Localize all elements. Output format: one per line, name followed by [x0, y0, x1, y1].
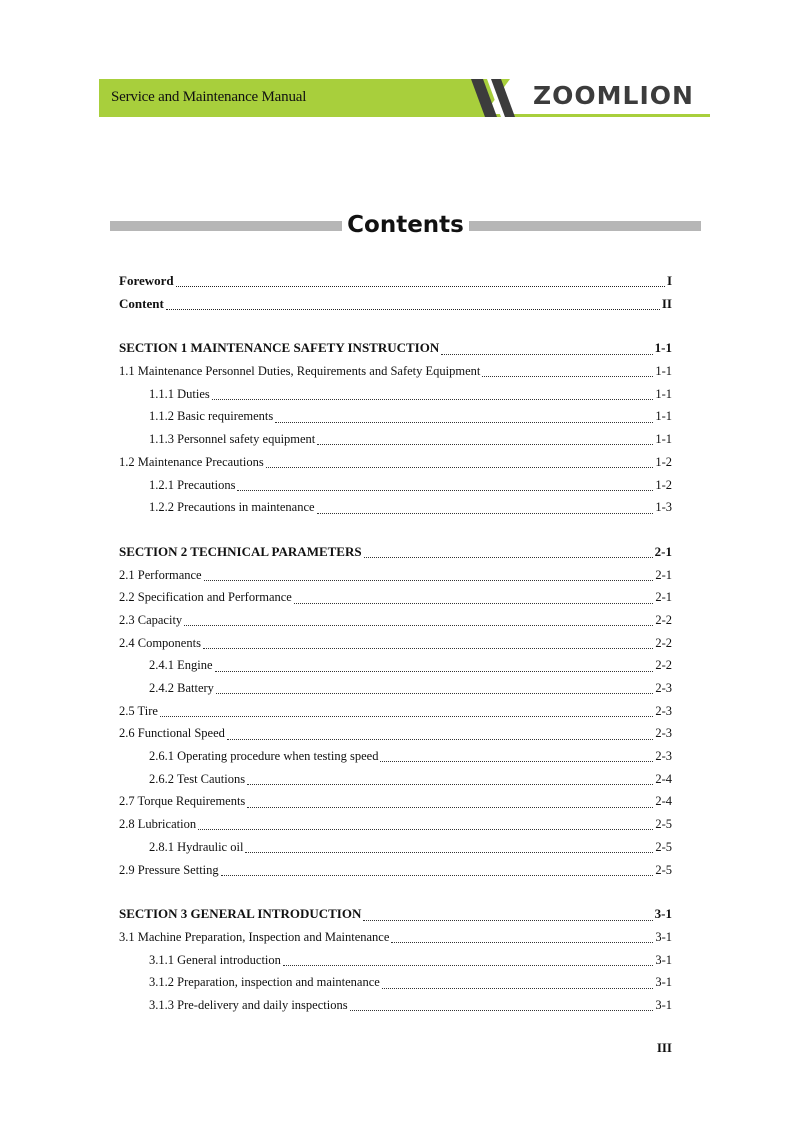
- dot-leader: [364, 556, 653, 558]
- dot-leader: [204, 579, 654, 581]
- toc-chapter-entry[interactable]: [119, 790, 672, 813]
- dot-leader: [176, 285, 665, 287]
- toc-entry-page: 2-4: [655, 794, 672, 809]
- toc-chapter-entry[interactable]: [119, 632, 672, 655]
- dot-leader: [391, 941, 653, 943]
- toc-chapter-entry[interactable]: [119, 926, 672, 949]
- dot-leader: [350, 1009, 654, 1011]
- toc-entry-page: 2-3: [655, 703, 672, 718]
- toc-subsection-entry[interactable]: [119, 994, 672, 1017]
- dot-leader: [266, 466, 654, 468]
- toc-chapter-entry[interactable]: [119, 564, 672, 587]
- toc-entry-label: 2.9 Pressure Setting: [119, 862, 219, 877]
- toc-entry-page: 2-4: [655, 771, 672, 786]
- toc-entry-label: 3.1 Machine Preparation, Inspection and Maintenance: [119, 929, 390, 944]
- toc-entry-label: 2.5 Tire: [119, 703, 158, 718]
- toc-subsection-entry[interactable]: [119, 474, 672, 497]
- table-of-contents: [119, 270, 672, 1017]
- toc-subsection-entry[interactable]: [119, 383, 672, 406]
- toc-entry-label: 2.6.2 Test Cautions: [149, 771, 246, 786]
- toc-entry-page: 2-3: [655, 726, 672, 741]
- toc-entry-label: 3.1.1 General introduction: [149, 952, 281, 967]
- dot-leader: [184, 624, 653, 626]
- toc-entry-page: 1-3: [655, 500, 672, 515]
- toc-entry-label: 1.1.2 Basic requirements: [149, 409, 274, 424]
- toc-chapter-entry[interactable]: [119, 722, 672, 745]
- dot-leader: [380, 760, 653, 762]
- toc-entry-page: 1-1: [655, 409, 672, 424]
- toc-front-matter-entry[interactable]: [119, 293, 672, 316]
- toc-entry-page: 2-5: [655, 839, 672, 854]
- dot-leader: [215, 670, 654, 672]
- toc-entry-label: 1.2 Maintenance Precautions: [119, 454, 264, 469]
- toc-entry-page: 2-2: [655, 635, 672, 650]
- toc-entry-label: 1.2.1 Precautions: [149, 477, 236, 492]
- dot-leader: [166, 308, 660, 310]
- toc-entry-page: II: [661, 295, 672, 311]
- toc-subsection-entry[interactable]: [119, 677, 672, 700]
- toc-subsection-entry[interactable]: [119, 949, 672, 972]
- toc-entry-label: 1.1 Maintenance Personnel Duties, Requirements and Safety Equipment: [119, 364, 481, 379]
- toc-entry-page: 1-1: [655, 386, 672, 401]
- toc-entry-page: 2-1: [654, 543, 672, 559]
- dot-leader: [198, 828, 653, 830]
- toc-entry-label: 3.1.3 Pre-delivery and daily inspections: [149, 997, 348, 1012]
- dot-leader: [203, 647, 653, 649]
- toc-entry-page: 2-1: [655, 590, 672, 605]
- toc-section-heading[interactable]: [119, 903, 672, 926]
- toc-entry-page: 2-1: [655, 567, 672, 582]
- dot-leader: [160, 715, 653, 717]
- dot-leader: [482, 375, 653, 377]
- toc-entry-label: 2.8.1 Hydraulic oil: [149, 839, 244, 854]
- page-header: [99, 79, 710, 119]
- toc-entry-label: 3.1.2 Preparation, inspection and maintenance: [149, 975, 380, 990]
- dot-leader: [441, 353, 652, 355]
- dot-leader: [245, 851, 653, 853]
- toc-entry-page: 1-1: [655, 432, 672, 447]
- dot-leader: [237, 489, 653, 491]
- toc-section-group: [119, 541, 672, 881]
- toc-entry-label: SECTION 2 TECHNICAL PARAMETERS: [119, 543, 362, 559]
- footer-page-number: III: [656, 1040, 672, 1055]
- toc-entry-label: 2.8 Lubrication: [119, 817, 197, 832]
- toc-section-group: [119, 903, 672, 1016]
- toc-entry-label: 2.4 Components: [119, 635, 201, 650]
- toc-entry-page: I: [666, 273, 672, 288]
- toc-chapter-entry[interactable]: [119, 609, 672, 632]
- toc-chapter-entry[interactable]: [119, 859, 672, 882]
- toc-entry-page: 2-3: [655, 749, 672, 764]
- toc-subsection-entry[interactable]: [119, 654, 672, 677]
- toc-entry-label: 2.7 Torque Requirements: [119, 794, 246, 809]
- toc-entry-page: 2-5: [655, 817, 672, 832]
- brand-logo-text: ZOOMLION: [533, 81, 694, 110]
- toc-entry-page: 2-2: [655, 658, 672, 673]
- toc-chapter-entry[interactable]: [119, 451, 672, 474]
- dot-leader: [227, 738, 653, 740]
- toc-chapter-entry[interactable]: [119, 586, 672, 609]
- toc-entry-page: 2-5: [655, 862, 672, 877]
- dot-leader: [317, 512, 654, 514]
- toc-chapter-entry[interactable]: [119, 360, 672, 383]
- dot-leader: [247, 806, 653, 808]
- toc-chapter-entry[interactable]: [119, 813, 672, 836]
- toc-section-heading[interactable]: [119, 541, 672, 564]
- toc-entry-page: 3-1: [655, 952, 672, 967]
- toc-entry-page: 1-2: [655, 454, 672, 469]
- toc-entry-page: 1-1: [655, 364, 672, 379]
- toc-entry-label: 2.3 Capacity: [119, 612, 183, 627]
- toc-entry-label: 2.6 Functional Speed: [119, 726, 225, 741]
- dot-leader: [221, 874, 654, 876]
- toc-entry-page: 3-1: [655, 975, 672, 990]
- toc-subsection-entry[interactable]: [119, 428, 672, 451]
- toc-entry-label: 1.1.1 Duties: [149, 386, 210, 401]
- toc-entry-label: SECTION 3 GENERAL INTRODUCTION: [119, 906, 362, 922]
- toc-entry-label: 1.2.2 Precautions in maintenance: [149, 500, 315, 515]
- toc-chapter-entry[interactable]: [119, 700, 672, 723]
- toc-entry-label: Foreword: [119, 273, 174, 288]
- toc-entry-label: 2.4.1 Engine: [149, 658, 213, 673]
- toc-entry-label: 2.6.1 Operating procedure when testing speed: [149, 749, 379, 764]
- dot-leader: [382, 987, 653, 989]
- toc-entry-page: 3-1: [655, 929, 672, 944]
- manual-title: Service and Maintenance Manual: [111, 89, 307, 105]
- toc-entry-label: 2.2 Specification and Performance: [119, 590, 292, 605]
- toc-entry-page: 2-2: [655, 612, 672, 627]
- dot-leader: [317, 443, 653, 445]
- dot-leader: [212, 398, 654, 400]
- toc-section-heading[interactable]: [119, 337, 672, 360]
- dot-leader: [247, 783, 653, 785]
- toc-subsection-entry[interactable]: [119, 836, 672, 859]
- contents-heading: [110, 212, 701, 242]
- dot-leader: [294, 602, 653, 604]
- toc-entry-label: Content: [119, 295, 164, 311]
- front-matter-group: [119, 270, 672, 315]
- toc-entry-page: 2-3: [655, 681, 672, 695]
- dot-leader: [283, 964, 653, 966]
- header-underline: [99, 114, 710, 117]
- toc-entry-label: 2.1 Performance: [119, 567, 202, 582]
- toc-entry-label: SECTION 1 MAINTENANCE SAFETY INSTRUCTION: [119, 340, 440, 356]
- toc-subsection-entry[interactable]: [119, 971, 672, 994]
- toc-subsection-entry[interactable]: [119, 496, 672, 519]
- toc-entry-page: 1-1: [654, 340, 672, 356]
- toc-front-matter-entry[interactable]: [119, 270, 672, 293]
- toc-entry-page: 3-1: [655, 997, 672, 1012]
- toc-entry-page: 1-2: [655, 477, 672, 492]
- toc-subsection-entry[interactable]: [119, 405, 672, 428]
- toc-subsection-entry[interactable]: [119, 745, 672, 768]
- dot-leader: [363, 919, 652, 921]
- dot-leader: [275, 421, 653, 423]
- toc-entry-label: 2.4.2 Battery: [149, 681, 214, 695]
- zoomlion-logo-icon: [471, 79, 531, 117]
- toc-entry-label: 1.1.3 Personnel safety equipment: [149, 432, 316, 447]
- dot-leader: [216, 692, 653, 694]
- toc-subsection-entry[interactable]: [119, 768, 672, 791]
- toc-entry-page: 3-1: [654, 906, 672, 922]
- contents-title: Contents: [347, 212, 464, 238]
- toc-section-group: [119, 337, 672, 519]
